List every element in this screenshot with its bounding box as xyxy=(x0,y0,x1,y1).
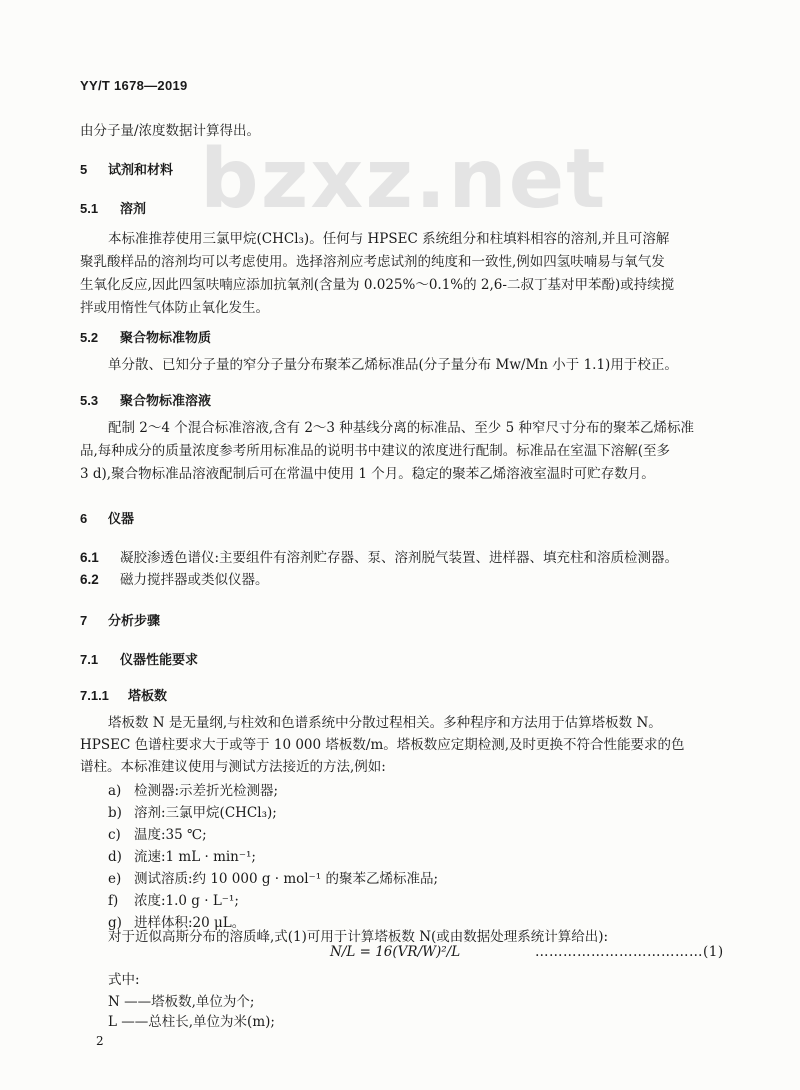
para-line: 生氧化反应,因此四氢呋喃应添加抗氧剂(含量为 0.025%～0.1%的 2,6-二叔丁基对甲苯酚)或持续搅 xyxy=(80,277,675,293)
formula-intro: 对于近似高斯分布的溶质峰,式(1)可用于计算塔板数 N(或由数据处理系统计算给出): xyxy=(108,929,609,945)
para-line: 本标准推荐使用三氯甲烷(CHCl₃)。任何与 HPSEC 系统组分和柱填料相容的溶剂,并且可溶解 xyxy=(108,231,670,247)
list-text: 测试溶质:约 10 000 g · mol⁻¹ 的聚苯乙烯标准品; xyxy=(134,871,439,887)
section-title: 聚合物标准溶液 xyxy=(120,394,212,409)
section-6-1 xyxy=(80,546,678,566)
para-line: 配制 2～4 个混合标准溶液,含有 2～3 种基线分离的标准品、至少 5 种窄尺寸分布的聚苯乙烯标准 xyxy=(108,420,694,436)
list-item xyxy=(108,867,438,887)
list-text: 溶剂:三氯甲烷(CHCl₃); xyxy=(134,805,277,821)
list-label: e) xyxy=(108,871,122,887)
lead-line: 由分子量/浓度数据计算得出。 xyxy=(80,123,261,139)
section-5-1-body xyxy=(80,228,720,320)
section-5-2-body xyxy=(80,354,720,377)
section-number: 7 xyxy=(80,613,88,628)
section-number: 5 xyxy=(80,162,88,177)
list-label: g) xyxy=(108,915,122,931)
list-item xyxy=(108,845,256,865)
list-label: b) xyxy=(108,805,122,821)
watermark: bzxz.net xyxy=(200,132,608,227)
definition-item: N ——塔板数,单位为个; xyxy=(108,994,255,1010)
list-item xyxy=(108,823,207,843)
section-text: 磁力搅拌器或类似仪器。 xyxy=(120,572,269,588)
section-text: 凝胶渗透色谱仪:主要组件有溶剂贮存器、泵、溶剂脱气装置、进样器、填充柱和溶质检测器。 xyxy=(120,550,679,566)
section-title: 塔板数 xyxy=(128,689,168,704)
section-6-heading xyxy=(80,508,134,527)
list-label: c) xyxy=(108,827,121,843)
section-title: 分析步骤 xyxy=(108,614,161,629)
section-title: 仪器性能要求 xyxy=(120,653,199,668)
section-7-1-heading xyxy=(80,649,198,668)
section-5-3-heading xyxy=(80,390,211,409)
section-5-heading xyxy=(80,159,173,178)
list-item xyxy=(108,801,277,821)
section-number: 6.1 xyxy=(80,550,99,565)
list-label: d) xyxy=(108,849,122,865)
list-text: 检测器:示差折光检测器; xyxy=(134,783,279,799)
section-6-2 xyxy=(80,568,269,588)
list-label: a) xyxy=(108,783,122,799)
section-number: 6.2 xyxy=(80,572,99,587)
section-title: 仪器 xyxy=(108,512,135,527)
section-5-1-heading xyxy=(80,198,146,217)
section-number: 5.2 xyxy=(80,330,99,345)
para-line: 谱柱。本标准建议使用与测试方法接近的方法,例如: xyxy=(80,759,386,775)
section-number: 7.1.1 xyxy=(80,688,109,703)
section-5-2-heading xyxy=(80,327,211,346)
section-number: 7.1 xyxy=(80,652,99,667)
where-label: 式中: xyxy=(108,972,140,988)
section-number: 5.3 xyxy=(80,393,99,408)
section-7-1-1-body xyxy=(80,712,720,778)
plate-number-formula: N/L = 16(VR/W)²/L xyxy=(330,944,461,960)
section-5-3-body xyxy=(80,417,720,486)
list-label: f) xyxy=(108,893,119,909)
section-number: 6 xyxy=(80,511,88,526)
list-text: 浓度:1.0 g · L⁻¹; xyxy=(134,893,239,909)
section-7-1-1-heading xyxy=(80,685,167,704)
para-line: 拌或用惰性气体防止氧化发生。 xyxy=(80,300,269,316)
para-line: 品,每种成分的质量浓度参考所用标准品的说明书中建议的浓度进行配制。标准品在室温下溶解(至多 xyxy=(80,443,671,459)
definition-item: L ——总柱长,单位为米(m); xyxy=(108,1014,275,1030)
para-line: 单分散、已知分子量的窄分子量分布聚苯乙烯标准品(分子量分布 Mw/Mn 小于 1.1)用于校正。 xyxy=(108,357,678,373)
section-7-heading xyxy=(80,610,160,629)
section-title: 试剂和材料 xyxy=(108,163,174,178)
para-line: 3 d),聚合物标准品溶液配制后可在常温中使用 1 个月。稳定的聚苯乙烯溶液室温时可贮存数月。 xyxy=(80,466,655,482)
page-number: 2 xyxy=(96,1034,104,1048)
para-line: HPSEC 色谱柱要求大于或等于 10 000 塔板数/m。塔板数应定期检测,及时更换不符合性能要求的色 xyxy=(80,737,685,753)
list-item xyxy=(108,779,278,799)
list-text: 流速:1 mL · min⁻¹; xyxy=(134,849,256,865)
section-title: 溶剂 xyxy=(120,202,147,217)
formula-number: ………………………………(1) xyxy=(535,944,724,960)
section-title: 聚合物标准物质 xyxy=(120,331,212,346)
standard-number: YY/T 1678—2019 xyxy=(80,78,188,93)
list-text: 进样体积:20 μL。 xyxy=(134,915,246,931)
section-number: 5.1 xyxy=(80,201,99,216)
para-line: 聚乳酸样品的溶剂均可以考虑使用。选择溶剂应考虑试剂的纯度和一致性,例如四氢呋喃易与氧气发 xyxy=(80,254,665,270)
list-text: 温度:35 ℃; xyxy=(134,827,207,843)
list-item xyxy=(108,889,239,909)
para-line: 塔板数 N 是无量纲,与柱效和色谱系统中分散过程相关。多种程序和方法用于估算塔板数 N。 xyxy=(108,715,662,731)
